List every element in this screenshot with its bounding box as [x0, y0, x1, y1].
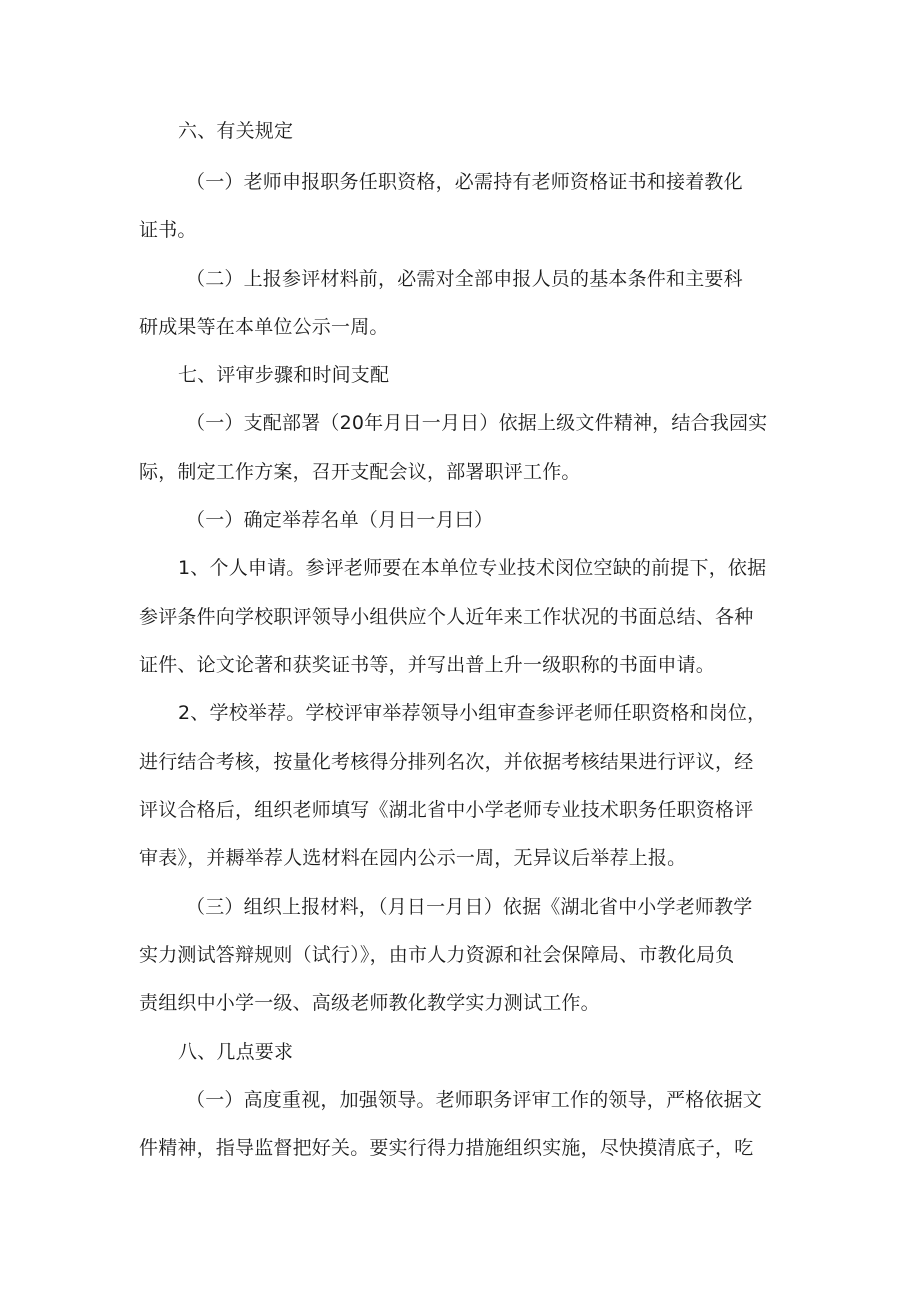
paragraph-line: 研成果等在本单位公示一周。	[139, 316, 389, 338]
paragraph-line: 责组织中小学一级、高级老师教化教学实力测试工作。	[139, 992, 600, 1014]
paragraph-line: 件精神，指导监督把好关。要实行得力措施组织实施，尽快摸清底子，吃	[139, 1137, 754, 1159]
paragraph-line: 审表》，并耨举荐人选材料在园内公示一周，无异议后举荐上报。	[139, 847, 687, 869]
paragraph-line: （一）支配部署（20年月日一月日）依据上级文件精神，结合我园实	[186, 412, 768, 434]
paragraph-line: 1、个人申请。参评老师要在本单位专业技术闵位空缺的前提下，依据	[178, 557, 767, 579]
paragraph-line: 评议合格后，组织老师填写《湖北省中小学老师专业技术职务任职资格评	[139, 799, 754, 821]
paragraph-line: （一）老师申报职务任职资格，必需持有老师资格证书和接着教化	[186, 171, 743, 193]
paragraph-line: 证书。	[139, 219, 197, 241]
paragraph-line: （一）确定举荐名单（月日一月曰）	[186, 509, 494, 531]
paragraph-line: 参评条件向学校职评领导小组供应个人近年来工作状况的书面总结、各种	[139, 606, 754, 628]
heading-section-8: 八、几点要求	[178, 1041, 294, 1063]
paragraph-line: （三）组织上报材料，（月日一月日）依据《湖北省中小学老师教学	[186, 896, 753, 918]
paragraph-line: 实力测试答辩规则（试行）》，由市人力资源和社会保障局、市教化局负	[139, 944, 735, 966]
paragraph-line: 2、学校举荐。学校评审举荐领导小组审查参评老师任职资格和岗位，	[178, 702, 767, 724]
heading-section-6: 六、有关规定	[178, 120, 294, 142]
paragraph-line: （一）高度重视，加强领导。老师职务评审工作的领导，严格依据文	[186, 1089, 763, 1111]
paragraph-line: （二）上报参评材料前，必需对全部申报人员的基本条件和主要科	[186, 268, 743, 290]
heading-section-7: 七、评审步骤和时间支配	[178, 364, 390, 386]
paragraph-line: 证件、论文论著和获奖证书等，并写出普上升一级职称的书面申请。	[139, 654, 716, 676]
paragraph-line: 际，制定工作方案，召开支配会议，部署职评工作。	[139, 461, 581, 483]
paragraph-line: 进行结合考核，按量化考核得分排列名次，并依据考核结果进行评议，经	[139, 751, 754, 773]
